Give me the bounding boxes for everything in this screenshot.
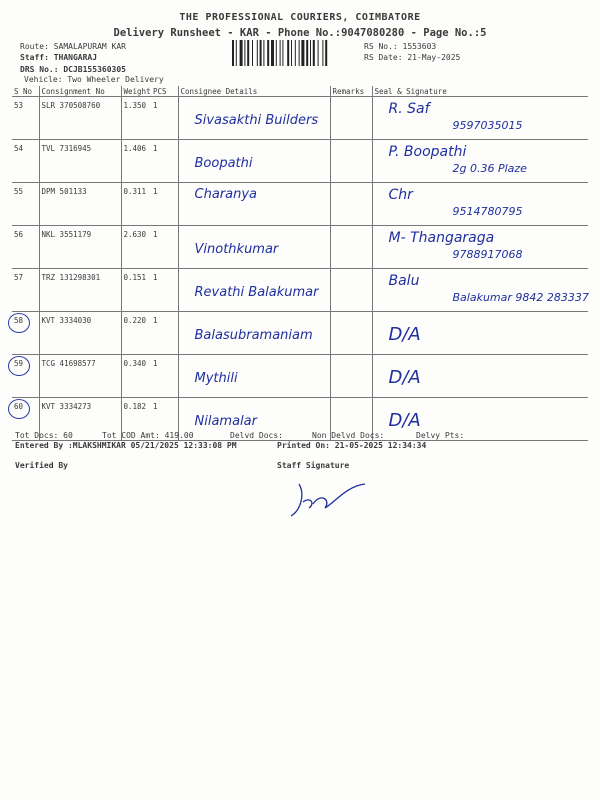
row-consignment: DPM 501133 [39, 183, 121, 226]
barcode [232, 40, 350, 66]
row-remarks [330, 140, 372, 183]
row-weight: 1.406 [121, 140, 151, 183]
serial-circle-mark [8, 356, 30, 376]
table-row [12, 355, 588, 398]
row-consignment: TRZ 131298301 [39, 269, 121, 312]
barcode-bar [313, 40, 315, 66]
consignee-handwriting: Boopathi [194, 156, 253, 171]
table-row [12, 97, 588, 140]
delivered-docs: Delvd Docs: [230, 431, 283, 440]
row-consignee [178, 226, 330, 269]
staff-signature-label: Staff Signature [277, 461, 350, 470]
barcode-bar [260, 40, 262, 66]
row-pcs: 1 [151, 226, 178, 269]
row-consignee [178, 183, 330, 226]
staff-label: Staff: THANGARAJ [20, 53, 98, 62]
row-remarks [330, 355, 372, 398]
row-weight: 0.182 [121, 398, 151, 441]
runsheet-title: Delivery Runsheet - KAR - Phone No.:9047080280 - Page No.:5 [113, 27, 487, 39]
col-pcs: PCS [151, 86, 178, 97]
row-remarks [330, 183, 372, 226]
consignee-handwriting: Mythili [194, 371, 238, 386]
rs-number: RS No.: 1553603 [364, 42, 437, 51]
consignee-handwriting: Balasubramaniam [194, 328, 313, 343]
row-pcs: 1 [151, 269, 178, 312]
entered-by: Entered By :MLAKSHMIKAR 05/21/2025 12:33:08 PM [15, 441, 237, 450]
row-pcs: 1 [151, 398, 178, 441]
row-consignment: KVT 3334273 [39, 398, 121, 441]
consignee-handwriting: Nilamalar [194, 414, 257, 429]
barcode-bar [240, 40, 243, 66]
company-title: THE PROFESSIONAL COURIERS, COIMBATORE [179, 12, 421, 23]
barcode-bar [252, 40, 253, 66]
row-signature [372, 269, 588, 312]
barcode-bar [325, 40, 327, 66]
table-row [12, 398, 588, 441]
total-docs: Tot Docs: 60 [15, 431, 73, 440]
vehicle-label: Vehicle: Two Wheeler Delivery [24, 75, 164, 84]
col-consignee: Consignee Details [178, 86, 330, 97]
row-sno: 56 [12, 226, 39, 269]
row-signature [372, 140, 588, 183]
row-pcs: 1 [151, 140, 178, 183]
table-row [12, 226, 588, 269]
total-cod-amount: Tot COD Amt: 419.00 [102, 431, 194, 440]
signature-handwriting: D/A [388, 324, 421, 345]
col-weight: Weight [121, 86, 151, 97]
row-signature [372, 398, 588, 441]
row-weight: 0.311 [121, 183, 151, 226]
barcode-bar [291, 40, 292, 66]
row-sno: 58 [12, 312, 39, 355]
row-sno: 53 [12, 97, 39, 140]
row-weight: 2.630 [121, 226, 151, 269]
row-remarks [330, 269, 372, 312]
row-consignee [178, 97, 330, 140]
barcode-bar [236, 40, 237, 66]
signature-handwriting: P. Boopathi [388, 144, 467, 160]
consignee-handwriting: Vinothkumar [194, 242, 279, 257]
printed-on: Printed On: 21-05-2025 12:34:34 [277, 441, 427, 450]
table-row [12, 312, 588, 355]
barcode-bar [287, 40, 289, 66]
barcode-bar [276, 40, 277, 66]
row-consignee [178, 140, 330, 183]
route-label: Route: SAMALAPURAM KAR [20, 42, 126, 51]
row-pcs: 1 [151, 312, 178, 355]
consignee-handwriting: Revathi Balakumar [194, 285, 319, 300]
drs-number: DRS No.: DCJB155360305 [20, 65, 126, 74]
barcode-bar [271, 40, 274, 66]
row-weight: 0.340 [121, 355, 151, 398]
table-row [12, 140, 588, 183]
row-signature [372, 312, 588, 355]
barcode-bar [267, 40, 269, 66]
delivery-points: Delvy Pts: [416, 431, 465, 440]
verified-by-label: Verified By [15, 461, 68, 470]
barcode-bar [280, 40, 281, 66]
barcode-bar [322, 40, 323, 66]
table-row [12, 269, 588, 312]
barcode-bar [301, 40, 304, 66]
row-consignment: NKL 3551179 [39, 226, 121, 269]
row-weight: 0.151 [121, 269, 151, 312]
row-sno: 59 [12, 355, 39, 398]
row-consignment: TCG 41698577 [39, 355, 121, 398]
signature-handwriting: M- Thangaraga [388, 230, 495, 246]
barcode-bar [247, 40, 249, 66]
phone-note-handwriting: 9597035015 [452, 119, 523, 132]
barcode-bar [263, 40, 264, 66]
serial-circle-mark [8, 313, 30, 333]
row-pcs: 1 [151, 97, 178, 140]
phone-note-handwriting: 9514780795 [452, 205, 523, 218]
row-signature [372, 97, 588, 140]
row-remarks [330, 312, 372, 355]
barcode-bar [299, 40, 300, 66]
non-delivered-docs: Non Delvd Docs: [312, 431, 385, 440]
row-consignee [178, 312, 330, 355]
row-pcs: 1 [151, 355, 178, 398]
signature-handwriting: R. Saf [388, 101, 430, 117]
row-signature [372, 355, 588, 398]
barcode-bar [244, 40, 245, 66]
phone-note-handwriting: 2g 0.36 Plaze [452, 162, 527, 175]
row-weight: 1.350 [121, 97, 151, 140]
col-consignment: Consignment No [39, 86, 121, 97]
row-consignment: SLR 370508760 [39, 97, 121, 140]
row-signature [372, 226, 588, 269]
signature-handwriting: Chr [388, 187, 413, 203]
barcode-bar [282, 40, 283, 66]
signature-handwriting: D/A [388, 367, 421, 388]
phone-note-handwriting: Balakumar 9842 283337 [452, 291, 589, 304]
row-pcs: 1 [151, 183, 178, 226]
delivery-table [12, 86, 588, 441]
row-remarks [330, 226, 372, 269]
row-consignee [178, 355, 330, 398]
row-weight: 0.220 [121, 312, 151, 355]
serial-circle-mark [8, 399, 30, 419]
col-signature: Seal & Signature [372, 86, 588, 97]
signature-handwriting: Balu [388, 273, 420, 289]
row-consignment: TVL 7316945 [39, 140, 121, 183]
signature-handwriting: D/A [388, 410, 421, 431]
table-row [12, 183, 588, 226]
row-sno: 54 [12, 140, 39, 183]
row-sno: 60 [12, 398, 39, 441]
consignee-handwriting: Sivasakthi Builders [194, 113, 319, 128]
barcode-bar [306, 40, 308, 66]
barcode-bar [257, 40, 258, 66]
row-signature [372, 183, 588, 226]
staff-signature-scribble [285, 474, 375, 524]
phone-note-handwriting: 9788917068 [452, 248, 523, 261]
consignee-handwriting: Charanya [194, 187, 257, 202]
barcode-bar [318, 40, 319, 66]
row-consignment: KVT 3334030 [39, 312, 121, 355]
col-remarks: Remarks [330, 86, 372, 97]
barcode-bar [310, 40, 311, 66]
row-remarks [330, 97, 372, 140]
barcode-bar [295, 40, 296, 66]
row-sno: 57 [12, 269, 39, 312]
row-sno: 55 [12, 183, 39, 226]
barcode-bar [232, 40, 234, 66]
col-sno: S No [12, 86, 39, 97]
table-header-row [12, 86, 588, 97]
rs-date: RS Date: 21-May-2025 [364, 53, 461, 62]
row-consignee [178, 269, 330, 312]
